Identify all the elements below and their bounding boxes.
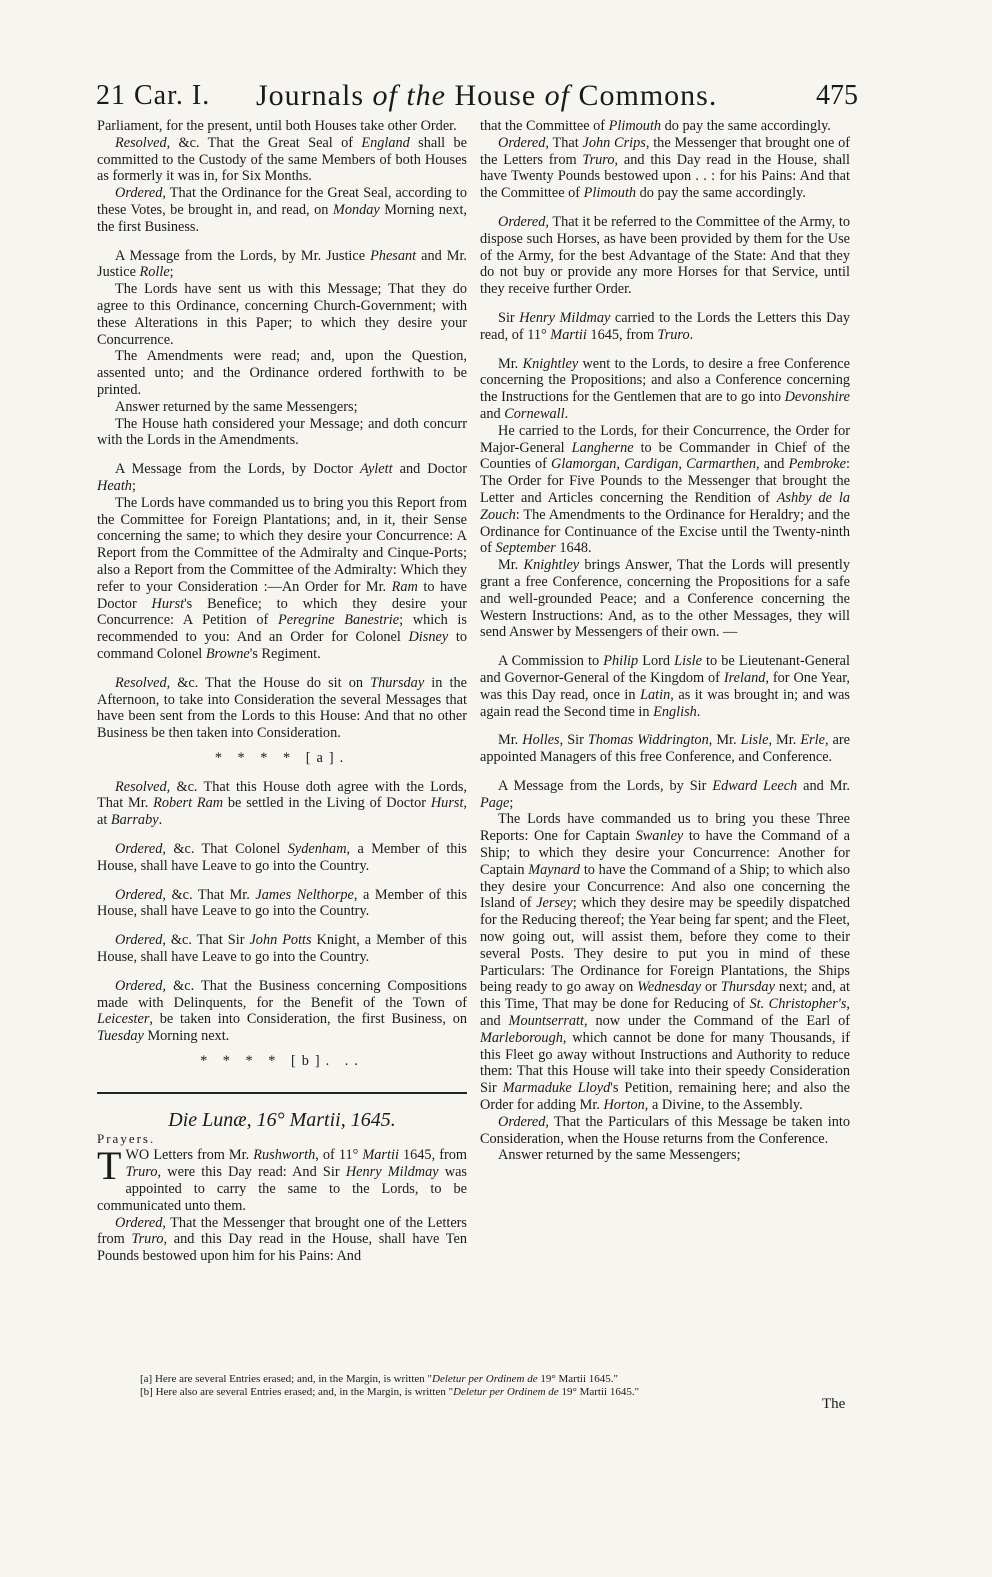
paragraph: Ordered, That it be referred to the Committee of the Army, to dispose such Horses, as have been provided by them for the Use of the Army, for the best Advantage of the State: And that they do not buy or provide any more Horses for that Service, until they receive further Order. bbox=[480, 213, 850, 298]
page-number: 475 bbox=[816, 80, 858, 111]
paragraph: Ordered, That the Particulars of this Message be taken into Consideration, when the House returns from the Conference. bbox=[480, 1113, 850, 1147]
paragraph: Ordered, &c. That Sir John Potts Knight, a Member of this House, shall have Leave to go into the Country. bbox=[97, 932, 467, 966]
paragraph: The Amendments were read; and, upon the Question, assented unto; and the Ordinance ordered forthwith to be printed. bbox=[97, 348, 467, 398]
right-column bbox=[480, 118, 850, 1373]
running-head bbox=[96, 72, 856, 120]
prayers-heading: Prayers. bbox=[97, 1130, 156, 1146]
paragraph: Ordered, &c. That Colonel Sydenham, a Member of this House, shall have Leave to go into the Country. bbox=[97, 841, 467, 874]
paragraph: Mr. Knightley brings Answer, That the Lords will presently grant a free Conference, concerning the Propositions for a safe and well-grounded Peace; and a Conference concerning the Western Instructions: And, as to the other Messages, they will send Answer by Messengers of their own. — bbox=[480, 557, 850, 641]
paragraph: Ordered, &c. That the Business concerning Compositions made with Delinquents, for the Benefit of the Town of Leicester, be taken into Consideration, the first Business, on Tuesday Morning next. bbox=[97, 977, 467, 1045]
day-heading: Die Lunæ, 16° Martii, 1645. bbox=[168, 1108, 396, 1131]
paragraph: Mr. Holles, Sir Thomas Widdrington, Mr. Lisle, Mr. Erle, are appointed Managers of this free Conference, and Conference. bbox=[480, 732, 850, 766]
paragraph: A Message from the Lords, by Mr. Justice Phesant and Mr. Justice Rolle; bbox=[97, 247, 467, 281]
omission-marker: * * * * [b]. .. bbox=[200, 1053, 364, 1070]
footnote-b: [b] Here also are several Entries erased; and, in the Margin, is written "Deletur per Ordinem de 19° Martii 1645." bbox=[140, 1386, 640, 1398]
drop-cap: T bbox=[97, 1143, 122, 1189]
footnote-a: [a] Here are several Entries erased; and, in the Margin, is written "Deletur per Ordinem de 19° Martii 1645." bbox=[140, 1373, 619, 1385]
paragraph: Sir Henry Mildmay carried to the Lords the Letters this Day read, of 11° Martii 1645, from Truro. bbox=[480, 309, 850, 343]
paragraph: The House hath considered your Message; and doth concurr with the Lords in the Amendments. bbox=[97, 415, 467, 449]
journal-title: Journals of the House of Commons. bbox=[256, 79, 718, 112]
paragraph: The Lords have commanded us to bring you this Report from the Committee for Foreign Plantations; and, in it, their Sense concerning the same; to which they desire your Concurrence: A Report from the Committee of the Admiralty and Cinque-Ports; also a Report from the Committee of the Admiralty: Which they refer to your Consideration :—An Order for Mr. Ram to have Doctor Hurst's Benefice; to which they desire your Concurrence: A Petition of Peregrine Banestrie; which is recommended to you: And an Order for Colonel Disney to command Colonel Browne's Regiment. bbox=[97, 494, 467, 662]
paragraph: Ordered, That the Messenger that brought one of the Letters from Truro, and this Day read in the House, shall have Ten Pounds bestowed upon him for his Pains: And bbox=[97, 1214, 467, 1265]
paragraph: A Commission to Philip Lord Lisle to be Lieutenant-General and Governor-General of the Kingdom of Ireland, for One Year, was this Day read, once in Latin, as it was brought in; and was again read the Second time in English. bbox=[480, 653, 850, 720]
paragraph: Resolved, &c. That the House do sit on Thursday in the Afternoon, to take into Consideration the several Messages that have been sent from the Lords to this House: And that no other Business be then taken into Consideration. bbox=[97, 674, 467, 742]
paragraph: TWO Letters from Mr. Rushworth, of 11° Martii 1645, from Truro, were this Day read: And Sir Henry Mildmay was appointed to carry the same to the Lords, to be communicated unto them. bbox=[97, 1143, 467, 1214]
paragraph: The Lords have commanded us to bring you these Three Reports: One for Captain Swanley to have the Command of a Ship; to which they desire your Concurrence: Another for Captain Maynard to have the Command of a Ship; to which also they desire your Concurrence: And also one concerning the Island of Jersey; which they desire may be speedily dispatched for the Reducing thereof; the Year being far spent; and the Fleet, now going out, will assist them, before they come to their several Posts. They desire to put you in mind of these Particulars: The Ordinance for Foreign Plantations, the Ships being ready to go away on Wednesday or Thursday next; and, at this Time, That may be done for Reducing of St. Christopher's, and Mountserratt, now under the Command of the Earl of Marleborough, which cannot be done for many Thousands, if this Fleet go away without Instructions and Authority to reduce them: That this House will take into their speedy Consideration Sir Marmaduke Lloyd's Petition, remaining here; and also the Order for adding Mr. Horton, a Divine, to the Assembly. bbox=[480, 811, 850, 1114]
paragraph: Ordered, That the Ordinance for the Great Seal, according to these Votes, be brought in, and read, on Monday Morning next, the first Business. bbox=[97, 185, 467, 235]
regnal-year: 21 Car. I. bbox=[96, 80, 211, 111]
paragraph: Resolved, &c. That the Great Seal of England shall be committed to the Custody of the same Members of both Houses as formerly it was in, for Six Months. bbox=[97, 134, 467, 185]
catchword: The bbox=[822, 1396, 846, 1412]
left-column bbox=[97, 118, 467, 1373]
footnotes bbox=[140, 1373, 860, 1399]
omission-marker: * * * * [a]. bbox=[214, 749, 350, 766]
paragraph: A Message from the Lords, by Sir Edward Leech and Mr. Page; bbox=[480, 777, 850, 811]
section-divider bbox=[97, 1092, 467, 1094]
paragraph: The Lords have sent us with this Message; That they do agree to this Ordinance, concerning Church-Government; with these Alterations in this Paper; to which they desire your Concurrence. bbox=[97, 281, 467, 348]
paragraph: Ordered, That John Crips, the Messenger that brought one of the Letters from Truro, and this Day read in the House, shall have Twenty Pounds bestowed upon . . : for his Pains: And that the Committee of Plimouth do pay the same accordingly. bbox=[480, 134, 850, 202]
paragraph: A Message from the Lords, by Doctor Aylett and Doctor Heath; bbox=[97, 461, 467, 494]
paragraph: Ordered, &c. That Mr. James Nelthorpe, a Member of this House, shall have Leave to go into the Country. bbox=[97, 886, 467, 920]
paragraph: Mr. Knightley went to the Lords, to desire a free Conference concerning the Propositions; and also a Conference concerning the Instructions for the Gentlemen that are to go into Devonshire and Cornewall. bbox=[480, 355, 850, 422]
paragraph: that the Committee of Plimouth do pay the same accordingly. bbox=[480, 118, 831, 134]
paragraph: He carried to the Lords, for their Concurrence, the Order for Major-General Langherne to be Commander in Chief of the Counties of Glamorgan, Cardigan, Carmarthen, and Pembroke: The Order for Five Pounds to the Messenger that brought the Letter and Articles concerning the Rendition of Ashby de la Zouch: The Amendments to the Ordinance for Heraldry; and the Ordinance for Continuance of the Excise until the Twenty-ninth of September 1648. bbox=[480, 422, 850, 557]
paragraph: Resolved, &c. That this House doth agree with the Lords, That Mr. Robert Ram be settled in the Living of Doctor Hurst, at Barraby. bbox=[97, 778, 467, 829]
paragraph: Answer returned by the same Messengers; bbox=[115, 398, 358, 415]
paragraph: Parliament, for the present, until both Houses take other Order. bbox=[97, 118, 457, 134]
paragraph: Answer returned by the same Messengers; bbox=[498, 1147, 741, 1164]
